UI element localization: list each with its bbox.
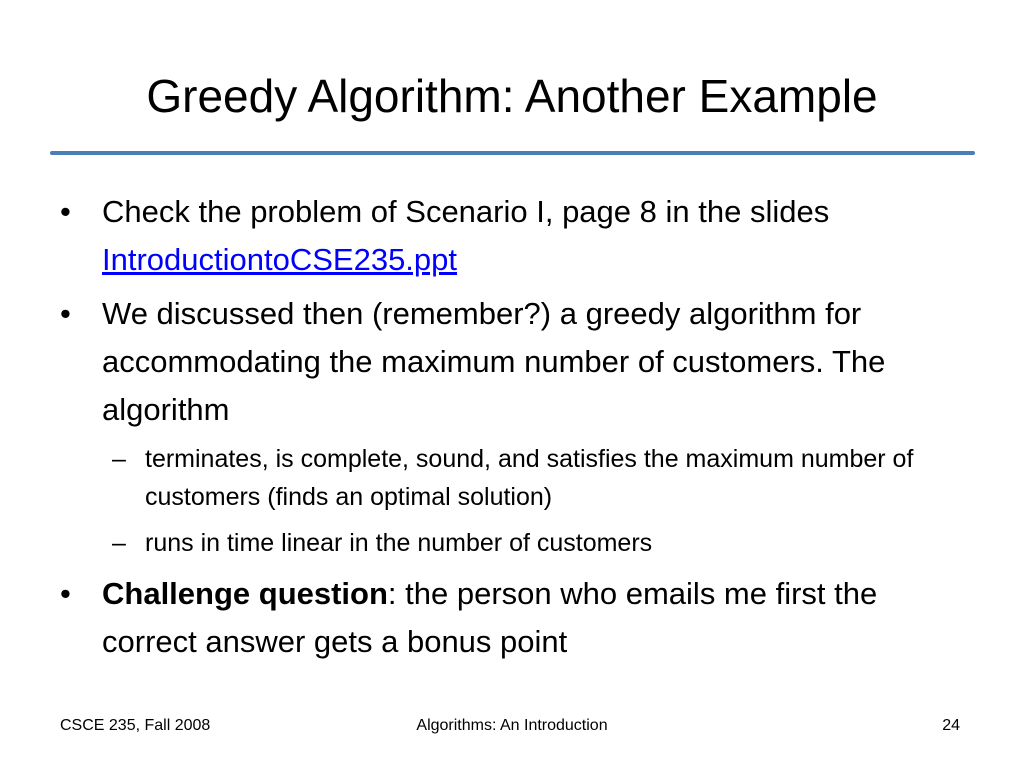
footer-course: CSCE 235, Fall 2008 — [60, 717, 211, 734]
challenge-label: Challenge question — [102, 576, 388, 611]
sub-bullet-item-2 — [60, 524, 960, 562]
bullet-icon: • — [60, 576, 71, 611]
bullet-icon: • — [60, 194, 71, 229]
dash-icon: – — [112, 529, 126, 557]
bullet-item-1 — [60, 188, 960, 284]
bullet-text: : the person who emails me first the correct answer gets a bonus point — [102, 576, 878, 659]
dash-icon: – — [112, 445, 126, 473]
bullet-text: Check the problem of Scenario I, page 8 in the slides — [102, 194, 830, 229]
bullet-icon: • — [60, 296, 71, 331]
sub-bullet-item-1 — [60, 440, 960, 516]
bullet-item-3 — [60, 570, 960, 666]
slide-content — [60, 188, 960, 672]
bullet-text: We discussed then (remember?) a greedy algorithm for accommodating the maximum number of customers. The algorithm — [102, 296, 886, 427]
ppt-link[interactable]: IntroductiontoCSE235.ppt — [102, 242, 458, 277]
sub-bullet-text: runs in time linear in the number of customers — [145, 529, 653, 557]
page-number: 24 — [942, 717, 960, 734]
sub-bullet-text: terminates, is complete, sound, and satisfies the maximum number of customers (finds an optimal solution) — [145, 445, 914, 511]
footer-title: Algorithms: An Introduction — [416, 717, 608, 734]
title-divider — [50, 151, 975, 155]
bullet-item-2 — [60, 290, 960, 434]
slide-title: Greedy Algorithm: Another Example — [146, 70, 878, 122]
